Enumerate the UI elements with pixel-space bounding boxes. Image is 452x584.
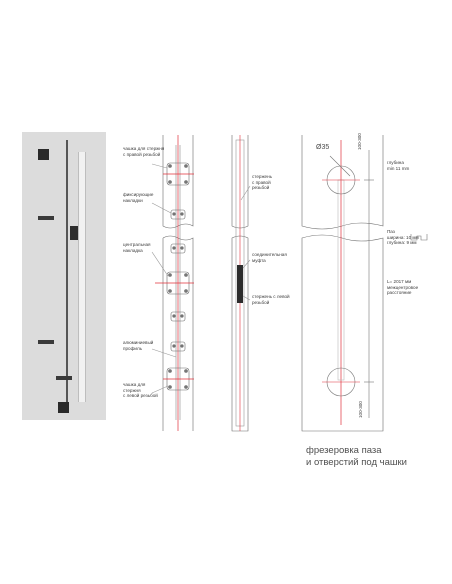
label-rod-left-thread: стержень с левой резьбой (252, 294, 290, 305)
label-central-plate: центральная накладка (123, 242, 151, 253)
caption: фрезеровка паза и отверстий под чашки (306, 445, 407, 468)
top-range-label: 100-300 (357, 133, 362, 150)
label-rod-right-thread: стержень с правой резьбой (252, 174, 273, 191)
label-aluminium-profile: алюминиевый профиль (123, 340, 154, 351)
depth-label: глубина min 11 mm (387, 160, 410, 171)
diameter-label: Ø35 (316, 144, 330, 151)
profile-drawing (232, 135, 250, 431)
bottom-range-label: 100-300 (358, 401, 363, 418)
label-cup-right-thread: чашка для стержня с правой резьбой (123, 146, 165, 157)
center-distance-label: L= 2017 мм межцентровое расстояние (387, 279, 419, 296)
label-cup-left-thread: чашка для стержня с левой резьбой (123, 382, 158, 399)
groove-label: Паз ширина: 10 мм глубина: 9 мм (387, 229, 419, 246)
label-coupling: соединительная муфта (252, 252, 287, 263)
label-fixing-plates: фиксирующие накладки (123, 192, 154, 203)
